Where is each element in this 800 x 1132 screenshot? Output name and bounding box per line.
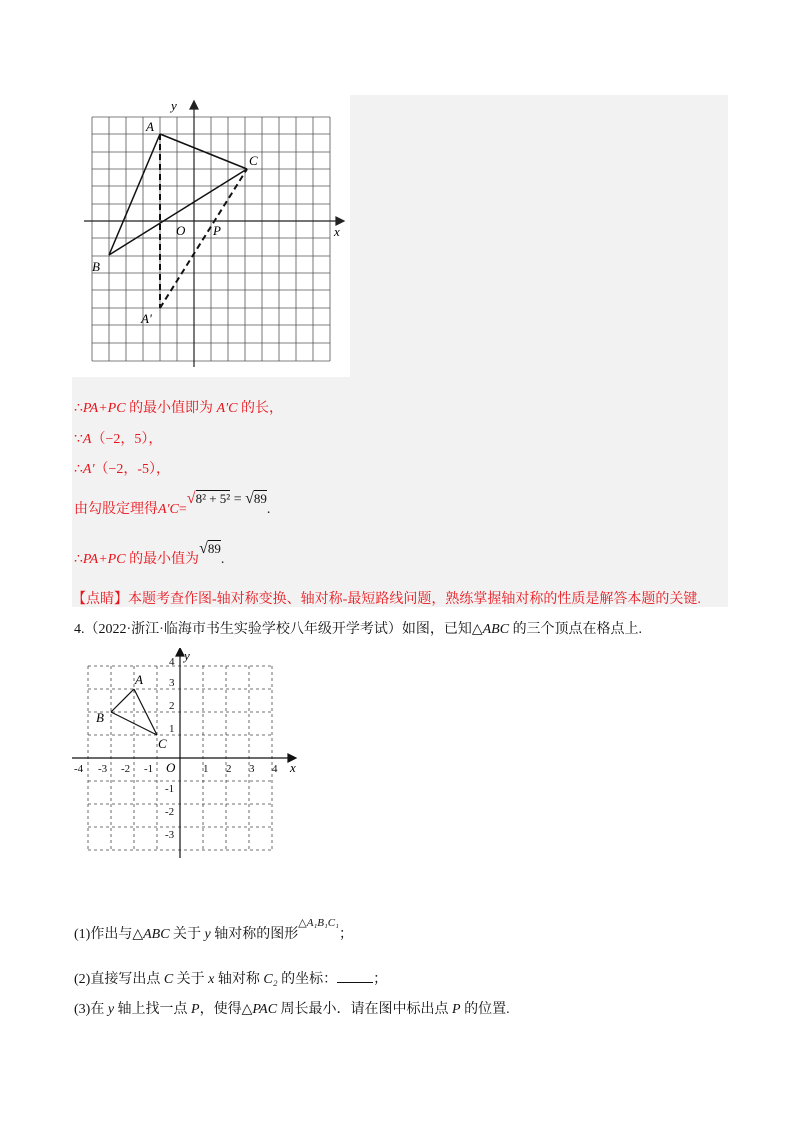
text: 关于 xyxy=(173,972,209,987)
x-tick: 4 xyxy=(272,763,278,775)
y-tick: 4 xyxy=(169,656,175,668)
text: 如图，已知△ xyxy=(401,622,483,637)
text: ，使得△ xyxy=(199,1002,253,1017)
x-tick: -1 xyxy=(144,763,154,775)
point-p: P xyxy=(191,1002,200,1017)
sqrt-89: √89 xyxy=(199,540,221,557)
text: 的最小值为 xyxy=(125,552,200,567)
text: 轴对称的图形 xyxy=(210,927,299,942)
figure2-x-ticks xyxy=(74,763,278,775)
x-tick: 2 xyxy=(226,763,232,775)
text: (1)作出与△ xyxy=(74,927,144,942)
equals-sign: = xyxy=(233,492,242,507)
text: 由勾股定理得 xyxy=(74,502,158,517)
point-a-label: A xyxy=(135,672,143,687)
solution-comment xyxy=(72,591,701,609)
coords-a-prime: （−2，-5）， xyxy=(94,462,171,477)
figure1-grid xyxy=(92,117,330,361)
point-p: P xyxy=(452,1002,461,1017)
expr-pa-pc: PA+PC xyxy=(82,401,126,416)
text: 关于 xyxy=(169,927,205,942)
text: 的位置. xyxy=(460,1002,510,1017)
point-a-label: A xyxy=(146,119,154,134)
figure2-origin-label: O xyxy=(166,760,176,775)
therefore-symbol: ∴ xyxy=(74,552,83,567)
figure2-y-label: y xyxy=(184,648,190,663)
text: 轴对称 xyxy=(214,972,264,987)
figure-coordinate-grid xyxy=(68,648,308,860)
expr-pa-pc: PA+PC xyxy=(82,552,126,567)
text: 的三个顶点在格点上. xyxy=(509,622,643,637)
figure1-origin-label: O xyxy=(176,223,186,238)
x-tick: 1 xyxy=(203,763,209,775)
because-symbol: ∵ xyxy=(74,432,83,447)
text: (2)直接写出点 xyxy=(74,972,164,987)
point-a: A xyxy=(82,432,92,447)
radicand-89: 89 xyxy=(253,491,267,506)
point-b-label: B xyxy=(92,259,100,274)
equals-sign: = xyxy=(178,502,187,517)
triangle-abc-name: ABC xyxy=(482,622,510,637)
point-c-label: C xyxy=(158,736,167,751)
part-1 xyxy=(74,917,353,944)
x-tick: -2 xyxy=(121,763,131,775)
figure-reflection-grid xyxy=(72,95,350,377)
coords-a: （−2，5）， xyxy=(91,432,163,447)
sqrt-89: √89 xyxy=(245,490,267,507)
text: ； xyxy=(373,972,388,987)
point-p-label: P xyxy=(213,223,221,238)
comment-tag: 【点睛】 xyxy=(72,592,128,607)
comment-text: 本题考查作图-轴对称变换、轴对称-最短路线问题，熟练掌握轴对称的性质是解答本题的关键. xyxy=(128,592,701,607)
x-var: x xyxy=(208,972,215,987)
y-tick: 2 xyxy=(169,700,175,712)
point-c-label: C xyxy=(249,153,258,168)
point-c: C xyxy=(163,972,174,987)
solution-line-2 xyxy=(74,431,162,449)
period: . xyxy=(266,502,271,517)
x-tick: -4 xyxy=(74,763,84,775)
solution-line-4 xyxy=(74,490,271,519)
question-4-stem xyxy=(74,621,642,639)
solution-line-3 xyxy=(74,461,170,479)
question-source: （2022·浙江·临海市书生实验学校八年级开学考试） xyxy=(84,622,402,637)
therefore-symbol: ∴ xyxy=(74,401,83,416)
period: . xyxy=(220,552,225,567)
sqrt-expression: √8² + 5² xyxy=(186,490,231,507)
radicand-89: 89 xyxy=(207,541,221,556)
segment-a-prime-c: A'C xyxy=(216,401,238,416)
solution-line-1 xyxy=(74,400,283,418)
y-tick: 3 xyxy=(169,677,175,689)
part-2 xyxy=(74,970,387,989)
x-tick: 3 xyxy=(249,763,255,775)
y-tick: -3 xyxy=(165,829,175,841)
answer-blank[interactable] xyxy=(337,970,373,983)
text: ； xyxy=(338,927,353,942)
figure1-svg xyxy=(72,95,350,377)
question-number: 4. xyxy=(74,622,85,637)
figure2-axes xyxy=(72,648,296,858)
y-var: y xyxy=(204,927,211,942)
triangle-pac-name: PAC xyxy=(252,1002,278,1017)
figure1-x-label: x xyxy=(334,224,340,239)
text: (3)在 xyxy=(74,1002,108,1017)
text: 轴上找一点 xyxy=(114,1002,192,1017)
point-a-prime: A' xyxy=(82,462,95,477)
figure1-y-label: y xyxy=(171,98,177,113)
text: 的最小值即为 xyxy=(125,401,217,416)
solution-line-5 xyxy=(74,540,225,569)
y-tick: 1 xyxy=(169,723,175,735)
figure2-x-label: x xyxy=(290,760,296,775)
triangle-abc-name: ABC xyxy=(143,927,170,942)
point-a-prime-label: A' xyxy=(141,311,152,326)
y-tick: -1 xyxy=(165,783,175,795)
point-b-label: B xyxy=(96,710,104,725)
point-c2: C₂ xyxy=(263,972,278,987)
part-3 xyxy=(74,1001,510,1019)
segment-a-prime-c: A'C xyxy=(158,502,179,517)
y-tick: -2 xyxy=(165,806,175,818)
therefore-symbol: ∴ xyxy=(74,462,83,477)
text: 的长， xyxy=(237,401,283,416)
triangle-a1b1c1: △A₁B₁C₁ xyxy=(298,917,339,929)
radicand-8-5: 8² + 5² xyxy=(195,491,231,506)
text: 周长最小．请在图中标出点 xyxy=(277,1002,453,1017)
x-tick: -3 xyxy=(98,763,108,775)
y-var: y xyxy=(107,1002,115,1017)
text: 的坐标： xyxy=(277,972,338,987)
